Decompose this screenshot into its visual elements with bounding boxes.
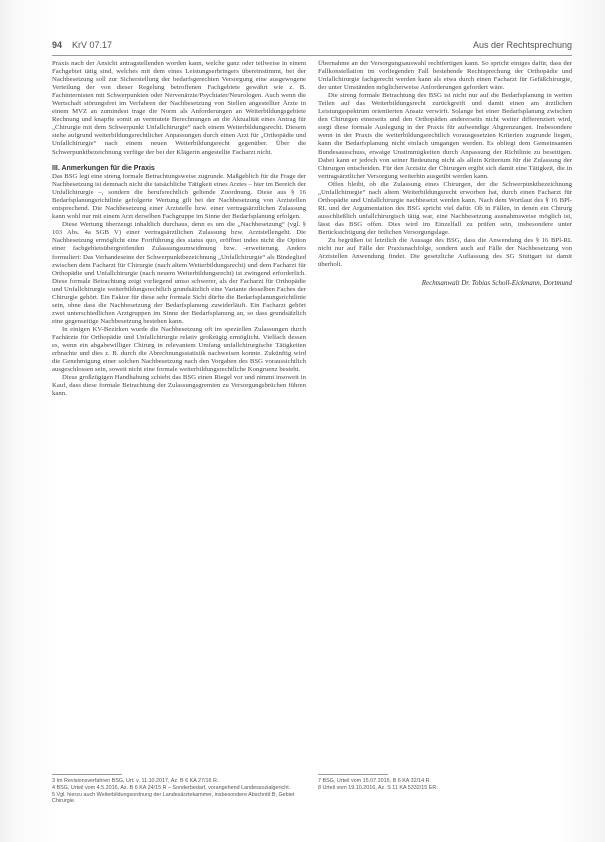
left-paragraph-4: In einigen KV-Bezirken wurde die Nachbesetzung oft im speziellen Zulassungen durch Fachärzte für Orthopädie und Unfallchirurgie relativ großzügig ermöglicht. Vielfach dessen es, wenn ein abgabewilliger Chirurg in relevantem Umfang unfallchirurgische Tätigkeiten erbrachte und dies z. B. durch die Abrechnungsstatistik nachweisen konnte. Zukünftig wird die Genehmigung einer solchen Nachbesetzung nach den Vorgaben des BSG voraussichtlich ausgeschlossen sein, soweit nicht eine formale weiterbildungsrechtliche Kongruenz besteht. xyxy=(52,325,306,374)
section-heading: III. Anmerkungen für die Praxis xyxy=(52,164,155,172)
right-paragraph-2: Die streng formale Betrachtung des BSG ist nicht nur auf die Bedarfsplanung in weiten Teilen auf das Weiterbildungsrecht zurückgreift und damit einen am ärztlichen Leistungsspektrum orientierten Ansatz verwirft. Solange bei einer Bedarfsplanung zwischen den Chirurgen einerseits und den Orthopäden andererseits nicht weiter differenziert wird, sorgt diese formale Auslegung in der Praxis für aufwendige Abgrenzungen. Insbesondere wenn in der Praxis die weiterbildungsrechtlich vorausgesetzten Kriterien zugrunde liegen, kann die Bedarfsplanung nicht einfach umgangen werden. Es obliegt dem Gemeinsamen Bundesausschuss, etwaige Unstimmigkeiten durch Anpassung der Richtlinie zu beseitigen. Dabei kann er jedoch von seiner Bedeutung nicht als allein Kriterium für die Zulassung der Chirurgen entscheiden. Für den Arztsitz der Chirurgen ergibt sich damit eine Tätigkeit, die in vertragsärztlicher Versorgung weiterhin ausgeübt werden kann. xyxy=(318,92,572,180)
header-rule xyxy=(52,55,572,56)
left-paragraph-1: Praxis nach der Ansicht antragstellenden worden kann, welche ganz oder teilweise in einem Fachgebiet tätig sind, welches mit dem eines Leistungserbringers übereinstimmt, bei der Nachbesetzung soll zur Sicherstellung der bedarfsgerechten Versorgung eine ausgewogene Verteilung der von dieser Regelung betroffenen Fachgebiete gewährt wie z. B. Fachinternisten mit Schwerpunkten oder Nervenärzte/Psychiater/Neurologen. Auch wenn die Wertschaft störungsfrei im Verfahren der Nachbesetzung von Stellen angestellter Ärzte in einem MVZ an zumindest trage die Norm als Anforderungen an Weiterbildungsgebiete Rechnung und knapfte somit an vermutete Berechnungen an die Aktualität eines Antrag für „Chirurgie mit dem Schwerpunkt Unfallchirurgie“ nach einem Weiterbildungsrecht. Diesem stehe aufgrund weiterbildungsrechtlicher Anpassungen durch einen Arzt für „Orthopädie und Unfallchirurgie“ nach einem neuen Weiterbildungsrecht gegenüber. Über die Schwerpunktbezeichnung verfüge der bei der Klägerin angestellte Facharzt nicht. xyxy=(52,60,306,156)
left-footnotes xyxy=(52,778,302,805)
page-number: 94 xyxy=(52,40,63,50)
author-signature: Rechtsanwalt Dr. Tobias Scholl-Eickmann, Dortmund xyxy=(421,279,572,288)
right-footnote-rule xyxy=(318,774,388,775)
page-header xyxy=(52,40,572,56)
right-paragraph-1: Übernahme an der Versorgungsauswahl rechtfertigen kann. So spricht einiges dafür, dass der Fallkonstellation im vorliegenden Fall bestehende Rechtsprechung der Orthopädie und Unfallchirurgie fachgerecht werden kann als etwa durch einen Facharzt für Gefäßchirurgie, der unter Umständen möglicherweise Anforderungen gefordert wäre. xyxy=(318,60,572,92)
right-column xyxy=(318,60,572,287)
left-column xyxy=(52,60,306,398)
section-title: Aus der Rechtsprechung xyxy=(472,40,572,50)
footnote: 8 Urteil vom 19.10.2016, Az. S 11 KA 5332/15 ER. xyxy=(318,784,438,791)
footnote: 7 BSG, Urteil vom 15.07.2015, B 6 KA 32/14 R. xyxy=(318,778,431,784)
left-paragraph-3: Diese Wertung überzeugt inhaltlich durchaus, denn es um die „Nachbesetzung“ (vgl. § 103 Abs. 4a SGB V) einer vertragsärztlichen Zulassung bzw. Arztstellengeht. Die Nachbesetzung ermöglicht eine Fortführung des status quo, eröffnet indes nicht die Option einer fachgebietsübergreifenden Zulassungsumwidmung bzw. -erweiterung. Anders formuliert: Das Verhandeseine der Schwerpunktbezeichnung „Unfallchirurgie“ als Bindeglied zwischen dem Facharzt für Chirurgie (nach altem Weiterbildungsrecht) und dem Facharzt für Orthopädie und Unfallchirurgie (nach neuem Weiterbildungsrecht) ist zwingend erforderlich. Diese formale Betrachtung zeigt vorliegend umso schwerer, als der Facharzt für Orthopädie und Unfallchirurgie weiterbildungsrechtlich grundsätzlich eine Variante desselben Faches der Chirurgie gehört. Ein Faktor für diese sehr formale Sicht dürfte die Bedarfsplanungsrichtlinie sein, ohne dass die Nachbesetzung der Bedarfsplanung zuwiderläuft. Ein Facharzt gehört zwei unterschiedlichen Arztgruppen im Sinne der Bedarfsplanung an, so dass grundsätzlich eine gegenseitige Nachbesetzung bestehen kann. xyxy=(52,221,306,325)
right-footnotes xyxy=(318,778,568,792)
right-paragraph-4: Zu begrüßen ist letztlich die Aussage des BSG, dass die Anwendung des § 16 BPl-RL nicht nur auf Fälle der Praxisnachfolge, sondern auch auf Fälle der Nachbesetzung von Arztstellen Anwendung findet. Die gesetzliche Auffassung des SG Stuttgart ist damit überholt. xyxy=(318,237,572,269)
footnote: 3 Im Revisionsverfahren BSG, Urt. v. 11.10.2017, Az. B 6 KA 27/16 R. xyxy=(52,778,219,784)
left-paragraph-5: Diese großzügigen Handhabung schiebt das BSG einen Riegel vor und nimmt insoweit in Kauf, dass diese formale Betrachtung der Zulassungsgremien zu Versorgungsbrüchen führen kann. xyxy=(52,374,306,398)
journal-issue: KrV 07.17 xyxy=(72,40,113,50)
left-paragraph-2: Das BSG legt eine streng formale Betrachtungsweise zugrunde. Maßgeblich für die Frage der Nachbesetzung ist demnach nicht die tatsächliche Tätigkeit eines Arztes – hier im Bereich der Unfallchirurgie –, sondern die berufsrechtlich geltende Zuordnung. Diese aus § 16 Bedarfsplanungsrichtlinie gefolgerte Wertung gilt bei der Nachbesetzung von Arztstellen entsprechend. Die Nachbesetzung einer Arztstelle bzw. einer vertragsärztlichen Zulassung kann wohl nur mit einem Arzt derselben Fachgruppe im Sinne der Bedarfsplanung erfolgen. xyxy=(52,173,306,221)
footnote: 5 Vgl. hierzu auch Weiterbildungsordnung der Landesärztekammer, insbesondere Abschnitt B, Gebiet Chirurgie. xyxy=(52,791,295,805)
left-footnote-rule xyxy=(52,774,122,775)
footnote: 4 BSG, Urteil vom 4.5.2016, Az. B 6 KA 24/15 R – Sonderbedarf, vorangehend Landessozialgericht. xyxy=(52,784,291,791)
right-paragraph-3: Offen bleibt, ob die Zulassung eines Chirurgen, der die Schwerpunktbezeichnung „Unfallchirurgie“ nach altem Weiterbildungsrecht erworben hat, durch einen Facharzt für Orthopädie und Unfallchirurgie nachbesetzt werden kann. Nach dem Wortlaut des § 16 BPl-RL und der Argumentation des BSG spricht viel dafür. Ob in Fällen, in denen ein Chirurg ausschließlich unfallchirurgisch tätig war, eine Nachbesetzung ausnahmsweise möglich ist, lässt das BSG offen. Dies wird im Einzelfall zu prüfen sein, insbesondere unter Berücksichtigung der örtlichen Versorgungslage. xyxy=(318,180,572,236)
